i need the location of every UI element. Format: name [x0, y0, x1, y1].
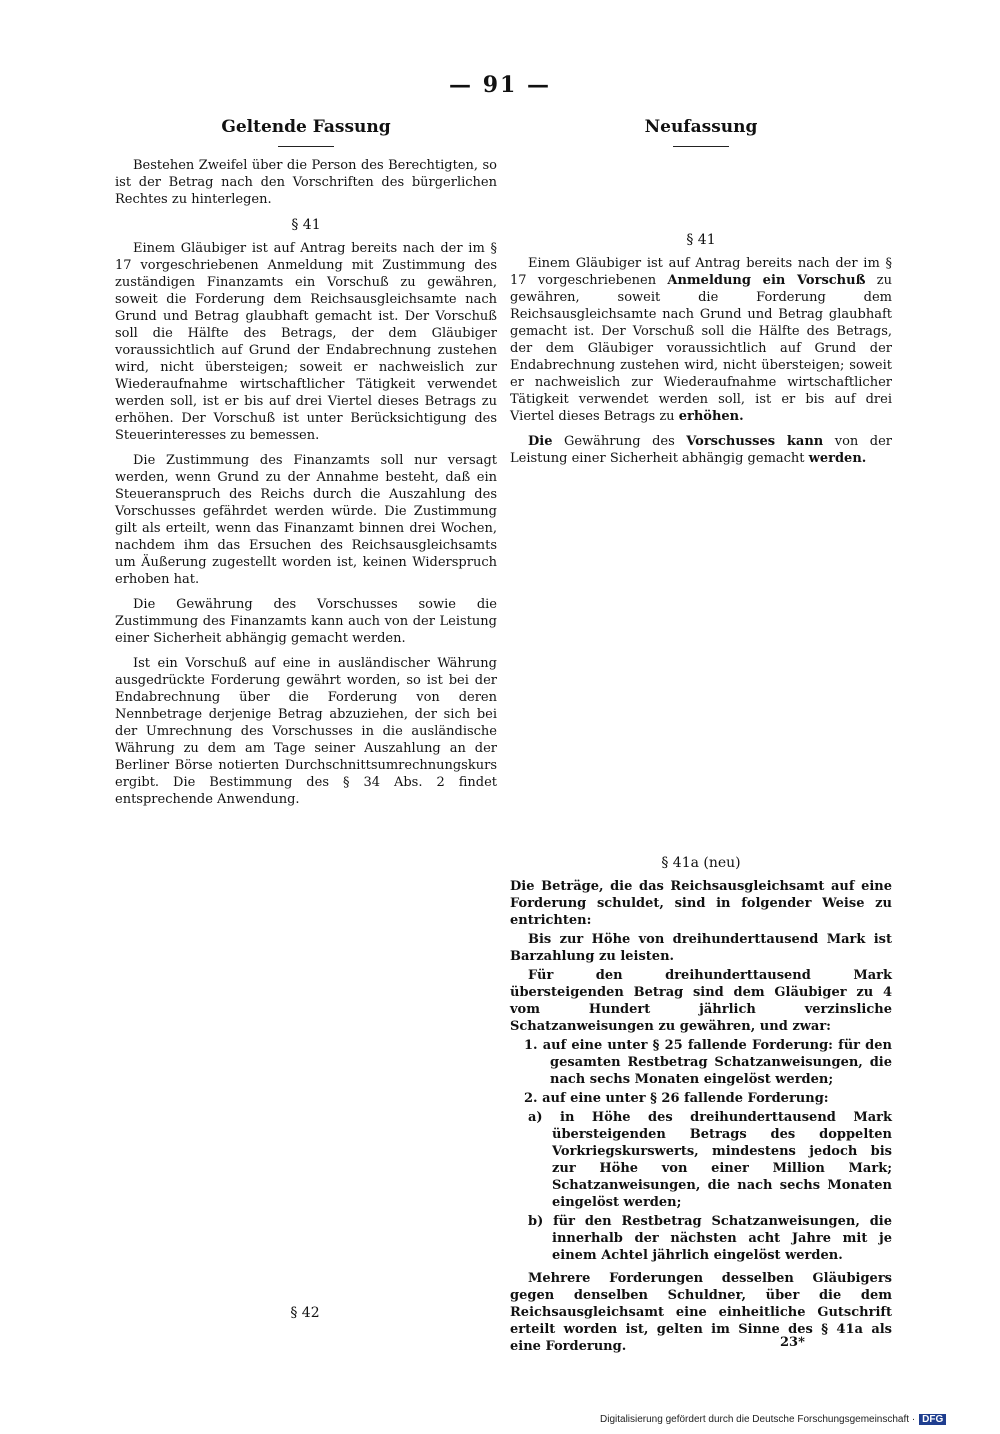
section-41a-list-item: 2. auf eine unter § 26 fallende Forderung: [524, 1091, 829, 1106]
section-41a-paragraph: Für den dreihunderttausend Mark übersteigenden Betrag sind dem Gläubiger zu 4 vom Hundert jährlich verzinsliche Schatzanweisungen zu gewähren, und zwar: [510, 968, 892, 1034]
left-section-41-title: § 41 [291, 217, 321, 233]
right-section-41a-title: § 41a (neu) [661, 855, 741, 871]
left-section-41-paragraph: Einem Gläubiger ist auf Antrag bereits nach der im § 17 vorgeschriebenen Anmeldung mit Zustimmung des zuständigen Finanzamts ein Vorschuß zu gewähren, soweit die Forderung dem Reichsausgleichsamte nach Grund und Betrag glaubhaft gemacht ist. Der Vorschuß soll die Hälfte des Betrags, der dem Gläubiger voraussichtlich auf Grund der Endabrechnung zustehen wird, nicht übersteigen; soweit er nachweislich zur Wiederaufnahme wirtschaftlicher Tätigkeit verwendet werden soll, ist er bis auf drei Viertel dieses Betrags zu erhöhen. Der Vorschuß ist unter Berücksichtigung des Steuerinteresses zu bemessen. [115, 241, 497, 443]
dfg-logo: DFG [919, 1414, 946, 1425]
section-41a-sublist-item: b) für den Restbetrag Schatzanweisungen, die innerhalb der nächsten acht Jahre mit je einem Achtel jährlich eingelöst werden. [528, 1214, 892, 1263]
section-41a-sublist-item: a) in Höhe des dreihunderttausend Mark übersteigenden Betrags des doppelten Vorkriegskurswerts, mindestens jedoch bis zur Höhe von einer Million Mark; Schatzanweisungen, die nach sechs Monaten eingelöst werden; [528, 1110, 892, 1210]
section-41a-paragraph: Die Beträge, die das Reichsausgleichsamt auf eine Forderung schuldet, sind in folgender Weise zu entrichten: [510, 879, 892, 928]
left-section-42-title: § 42 [290, 1305, 320, 1321]
heading-rule [673, 146, 729, 147]
right-section-41-paragraph-2: Die Gewährung des Vorschusses kann von der Leistung einer Sicherheit abhängig gemacht werden. [510, 434, 892, 466]
page-number: — 91 — [449, 72, 551, 98]
heading-rule [278, 146, 334, 147]
section-41a-paragraph: Bis zur Höhe von dreihunderttausend Mark ist Barzahlung zu leisten. [510, 932, 892, 964]
right-column [510, 116, 892, 475]
left-section-41-paragraph: Ist ein Vorschuß auf eine in ausländischer Währung ausgedrückte Forderung gewährt worden, so ist bei der Endabrechnung über die Forderung von deren Nennbetrage derjenige Betrag abzuziehen, der sich bei der Umrechnung des Vorschusses in die ausländische Währung zu dem am Tage seiner Auszahlung an der Berliner Börse notierten Durchschnittsumrechnungskurs ergibt. Die Bestimmung des § 34 Abs. 2 findet entsprechende Anwendung. [115, 656, 497, 807]
footer-credit [600, 1414, 946, 1425]
left-column [115, 116, 497, 816]
right-section-41-paragraph-1: Einem Gläubiger ist auf Antrag bereits nach der im § 17 vorgeschriebenen Anmeldung ein Vorschuß zu gewähren, soweit die Forderung dem Reichsausgleichsamte nach Grund und Betrag glaubhaft gemacht ist. Der Vorschuß soll die Hälfte des Betrags, der dem Gläubiger voraussichtlich auf Grund der Endabrechnung zustehen wird, nicht übersteigen; soweit er nachweislich zur Wiederaufnahme wirtschaftlicher Tätigkeit verwendet werden soll, ist er bis auf drei Viertel dieses Betrags zu erhöhen. [510, 256, 892, 424]
left-section-41-paragraph: Die Gewährung des Vorschusses sowie die Zustimmung des Finanzamts kann auch von der Leistung einer Sicherheit abhängig gemacht werden. [115, 597, 497, 646]
right-section-41a [510, 850, 892, 1363]
left-intro-paragraph: Bestehen Zweifel über die Person des Berechtigten, so ist der Betrag nach den Vorschriften des bürgerlichen Rechtes zu hinterlegen. [115, 158, 497, 207]
signature-mark: 23* [780, 1335, 805, 1350]
right-section-41-title: § 41 [686, 232, 716, 248]
footer-text: Digitalisierung gefördert durch die Deutsche Forschungsgemeinschaft · [600, 1414, 916, 1425]
right-column-heading: Neufassung [644, 117, 758, 137]
section-41a-list-item: 1. auf eine unter § 25 fallende Forderung: für den gesamten Restbetrag Schatzanweisungen, die nach sechs Monaten eingelöst werden; [524, 1038, 892, 1087]
left-column-heading: Geltende Fassung [221, 117, 391, 137]
section-41a-paragraph: Mehrere Forderungen desselben Gläubigers gegen denselben Schuldner, über die dem Reichsausgleichsamt eine einheitliche Gutschrift erteilt worden ist, gelten im Sinne des § 41a als eine Forderung. [510, 1271, 892, 1354]
left-section-41-paragraph: Die Zustimmung des Finanzamts soll nur versagt werden, wenn Grund zu der Annahme besteht, daß ein Steueranspruch des Reichs durch die Auszahlung des Vorschusses gefährdet werden würde. Die Zustimmung gilt als erteilt, wenn das Finanzamt binnen drei Wochen, nachdem ihm das Ersuchen des Reichsausgleichsamts um Äußerung zugestellt worden ist, keinen Widerspruch erhoben hat. [115, 453, 497, 587]
